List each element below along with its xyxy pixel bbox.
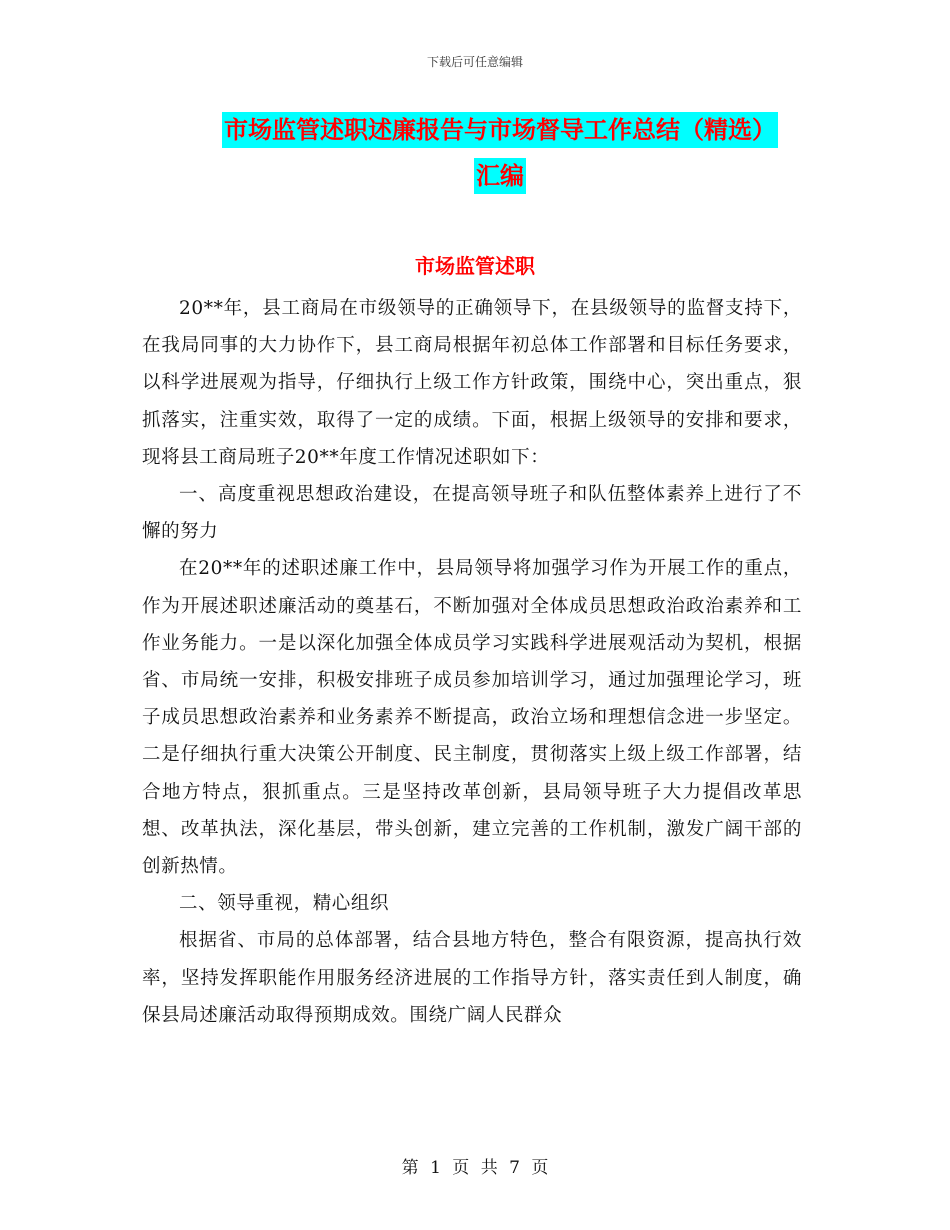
page-header-note: 下载后可任意编辑 [426, 55, 523, 69]
paragraph-study: 在20**年的述职述廉工作中，县局领导将加强学习作为开展工作的重点，作为开展述职述廉活动的奠基石，不断加强对全体成员思想政治政治素养和工作业务能力。一是以深化加强全体成员学习实践科学进展观活动为契机，根据省、市局统一安排，积极安排班子成员参加培训学习，通过加强理论学习，班子成员思想政治素养和业务素养不断提高，政治立场和理想信念进一步坚定。二是仔细执行重大决策公开制度、民主制度，贯彻落实上级上级工作部署，结合地方特点，狠抓重点。三是坚持改革创新，县局领导班子大力提倡改革思想、改革执法，深化基层，带头创新，建立完善的工作机制，激发广阔干部的创新热情。 [142, 558, 802, 878]
page-number-footer: 第 1 页 共 7 页 [401, 1158, 549, 1178]
document-title-line-2: 汇编 [474, 158, 526, 194]
paragraph-heading-1: 一、高度重视思想政治建设，在提高领导班子和队伍整体素养上进行了不懈的努力 [142, 484, 802, 543]
section-heading: 市场监管述职 [415, 254, 535, 278]
document-title [190, 112, 810, 194]
paragraph-intro: 20**年，县工商局在市级领导的正确领导下，在县级领导的监督支持下，在我局同事的大力协作下，县工商局根据年初总体工作部署和目标任务要求，以科学进展观为指导，仔细执行上级工作方针政策，围绕中心，突出重点，狠抓落实，注重实效，取得了一定的成绩。下面，根据上级领导的安排和要求，现将县工商局班子20**年度工作情况述职如下： [142, 298, 802, 468]
paragraph-heading-2: 二、领导重视，精心组织 [179, 893, 390, 915]
document-title-line-1: 市场监管述职述廉报告与市场督导工作总结（精选） [222, 112, 778, 148]
document-body [142, 290, 802, 1034]
paragraph-organization: 根据省、市局的总体部署，结合县地方特色，整合有限资源，提高执行效率，坚持发挥职能作用服务经济进展的工作指导方针，落实责任到人制度，确保县局述廉活动取得预期成效。围绕广阔人民群众 [142, 930, 802, 1026]
